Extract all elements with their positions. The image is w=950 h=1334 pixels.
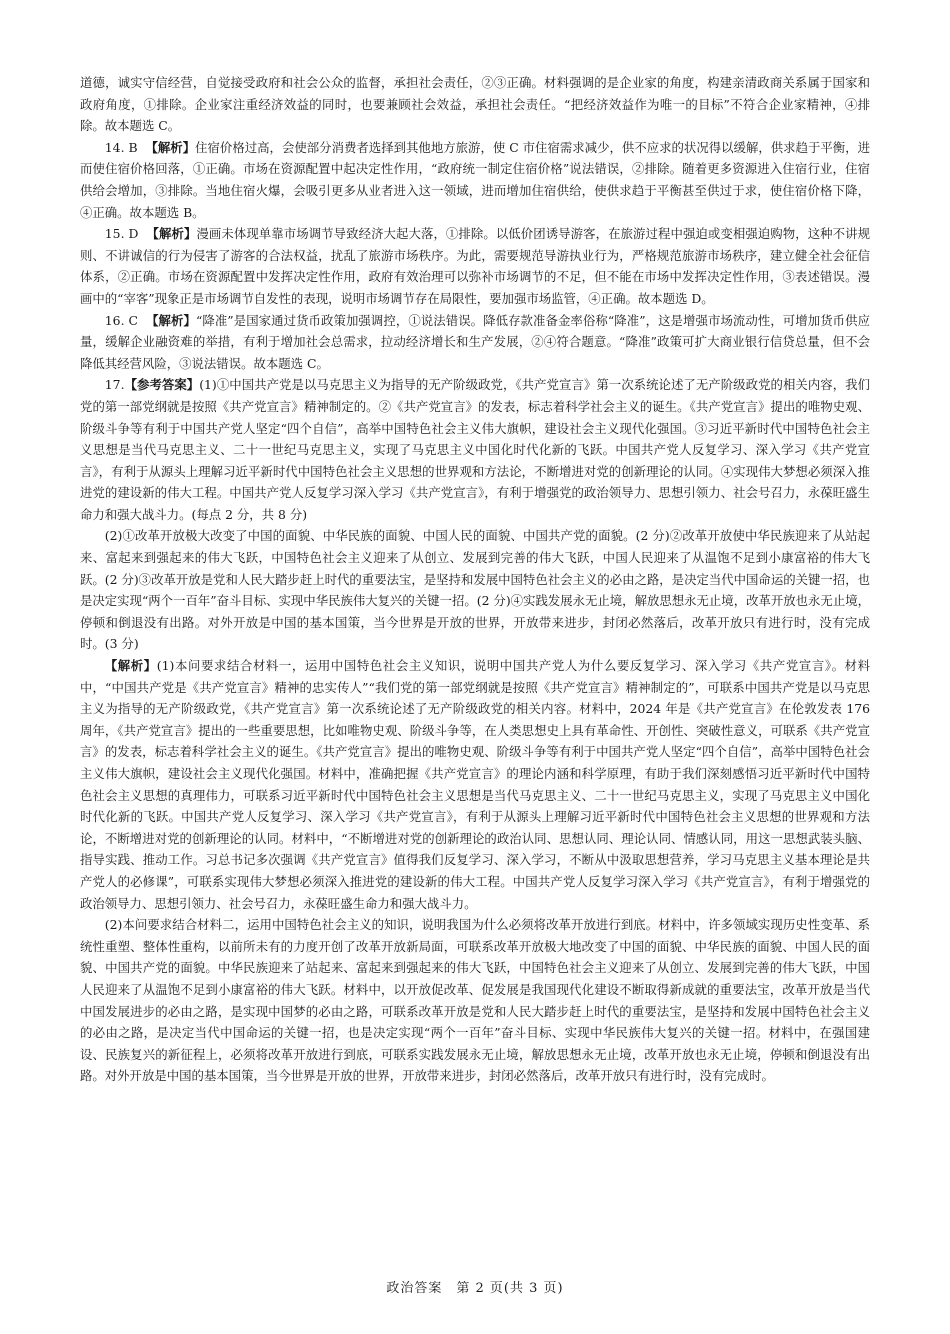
paragraph-q17-analysis-2: [80, 914, 870, 1087]
paragraph-q17-answer-1: [80, 374, 870, 525]
analysis-tag: 【解析】: [145, 139, 196, 155]
paragraph-q14: [80, 137, 870, 223]
paragraph-text: (1)①中国共产党是以马克思主义为指导的无产阶级政党，《共产党宣言》第一次系统论述了无产阶级政党的相关内容，我们党的第一部党纲就是按照《共产党宣言》精神制定的。②《共产党宣言》的发表，标志着科学社会主义的诞生。《共产党宣言》提出的唯物史观、阶级斗争等有利于中国共产党人坚定“四个自信”，高举中国特色社会主义伟大旗帜，建设社会主义现代化强国。③习近平新时代中国特色社会主义思想是当代马克思主义、二十一世纪马克思主义，实现了马克思主义中国化时代化新的飞跃。中国共产党人反复学习、深入学习《共产党宣言》，有利于从源头上理解习近平新时代中国特色社会主义思想的世界观和方法论，不断增进对党的创新理论的认同。④实现伟大梦想必须深入推进党的建设新的伟大工程。中国共产党人反复学习深入学习《共产党宣言》，有利于增强党的政治领导力、思想引领力、社会号召力，永葆旺盛生命力和强大战斗力。(每点 2 分，共 8 分): [80, 377, 870, 522]
analysis-tag: 【解析】: [146, 312, 196, 328]
analysis-tag: 【解析】: [146, 226, 197, 242]
question-number: 17.: [104, 377, 125, 393]
reference-answer-tag: 【参考答案】: [124, 377, 200, 393]
paragraph-text: (1)本问要求结合材料一，运用中国特色社会主义知识，说明中国共产党人为什么要反复学习、深入学习《共产党宣言》。材料中，“中国共产党是《共产党宣言》精神的忠实传人”“我们党的第一部党纲就是按照《共产党宣言》精神制定的”，可联系中国共产党是以马克思主义为指导的无产阶级政党，《共产党宣言》第一次系统论述了无产阶级政党的相关内容。材料中，2024 年是《共产党宣言》在伦敦发表 176 周年，《共产党宣言》提出的一些重要思想，比如唯物史观、阶级斗争等，在人类思想史上具有革命性、开创性、突破性意义，可联系《共产党宣言》的发表，标志着科学社会主义的诞生。《共产党宣言》提出的唯物史观、阶级斗争等有利于中国共产党人坚定“四个自信”，高举中国特色社会主义伟大旗帜，建设社会主义现代化强国。材料中，准确把握《共产党宣言》的理论内涵和科学原理，有助于我们深刻感悟习近平新时代中国特色社会主义思想的真理伟力，可联系习近平新时代中国特色社会主义思想是当代马克思主义、二十一世纪马克思主义，实现了马克思主义中国化时代化新的飞跃。中国共产党人反复学习、深入学习《共产党宣言》，有利于从源头上理解习近平新时代中国特色社会主义思想的世界观和方法论，不断增进对党的创新理论的认同。材料中，“不断增进对党的创新理论的政治认同、思想认同、理论认同、情感认同，用这一思想武装头脑、指导实践、推动工作。习总书记多次强调《共产党宣言》值得我们反复学习、深入学习，不断从中汲取思想营养，学习马克思主义基本理论是共产党人的必修课”，可联系实现伟大梦想必须深入推进党的建设新的伟大工程。中国共产党人反复学习深入学习《共产党宣言》，有利于增强党的政治领导力、思想引领力、社会号召力，永葆旺盛生命力和强大战斗力。: [80, 658, 871, 911]
answer-page-content: [80, 72, 870, 1087]
paragraph-q16: [80, 310, 870, 375]
paragraph-text: 住宿价格过高，会使部分消费者选择到其他地方旅游，使 C 市住宿需求减少，供不应求的状况得以缓解，供求趋于平衡，进而使住宿价格回落，①正确。市场在资源配置中起决定性作用，“政府统一制定住宿价格”说法错误，②排除。随着更多资源进入住宿行业，住宿供给会增加，③排除。当地住宿火爆，会吸引更多从业者进入这一领域，进而增加住宿供给，使供求趋于平衡甚至供过于求，使住宿价格下降，④正确。故本题选 B。: [80, 139, 870, 220]
paragraph-text: (2)本问要求结合材料二，运用中国特色社会主义的知识，说明我国为什么必须将改革开放进行到底。材料中，许多领域实现历史性变革、系统性重塑、整体性重构，以前所未有的力度开创了改革开放新局面，可联系改革开放极大地改变了中国的面貌、中华民族的面貌、中国人民的面貌、中国共产党的面貌。中华民族迎来了站起来、富起来到强起来的伟大飞跃，中国特色社会主义迎来了从创立、发展到完善的伟大飞跃，中国人民迎来了从温饱不足到小康富裕的伟大飞跃。材料中，以开放促改革、促发展是我国现代化建设不断取得新成就的重要法宝，改革开放是当代中国发展进步的必由之路，是实现中国梦的必由之路，可联系改革开放是党和人民大踏步赶上时代的重要法宝，是坚持和发展中国特色社会主义的必由之路，是决定当代中国命运的关键一招，也是决定实现“两个一百年”奋斗目标、实现中华民族伟大复兴的关键一招。材料中，在强国建设、民族复兴的新征程上，必须将改革开放进行到底，可联系实践发展永无止境，解放思想永无止境，改革开放也永无止境，停顿和倒退没有出路。对外开放是中国的基本国策，当今世界是开放的世界，开放带来进步，封闭必然落后，改革开放只有进行时，没有完成时。: [80, 917, 870, 1084]
analysis-tag: 【解析】: [104, 658, 157, 674]
paragraph-q15: [80, 223, 870, 309]
paragraph-text: “降准”是国家通过货币政策加强调控，①说法错误。降低存款准备金率俗称“降准”，这是增强市场流动性，可增加货币供应量，缓解企业融资难的举措，有利于增加社会总需求，拉动经济增长和生产发展，②④符合题意。“降准”政策可扩大商业银行信贷总量，但不会降低其经营风险，③说法错误。故本题选 C。: [80, 312, 871, 371]
paragraph-q17-analysis-1: [80, 655, 870, 914]
paragraph-text: (2)①改革开放极大改变了中国的面貌、中华民族的面貌、中国人民的面貌、中国共产党的面貌。(2 分)②改革开放使中华民族迎来了从站起来、富起来到强起来的伟大飞跃，中国特色社会主义迎来了从创立、发展到完善的伟大飞跃，中国人民迎来了从温饱不足到小康富裕的伟大飞跃。(2 分)③改革开放是党和人民大踏步赶上时代的重要法宝，是坚持和发展中国特色社会主义的必由之路，是决定当代中国命运的关键一招，也是决定实现“两个一百年”奋斗目标、实现中华民族伟大复兴的关键一招。(2 分)④实践发展永无止境，解放思想永无止境，改革开放也永无止境，停顿和倒退没有出路。对外开放是中国的基本国策，当今世界是开放的世界，开放带来进步，封闭必然落后，改革开放只有进行时，没有完成时。(3 分): [80, 528, 870, 652]
paragraph-text: 漫画未体现单靠市场调节导致经济大起大落，①排除。以低价团诱导游客，在旅游过程中强迫或变相强迫购物，这种不讲规则、不讲诚信的行为侵害了游客的合法权益，扰乱了旅游市场秩序。为此，需要规范导游执业行为，严格规范旅游市场秩序，建立健全社会征信体系，②正确。市场在资源配置中发挥决定性作用，政府有效治理可以弥补市场调节的不足，但不能在市场中发挥决定性作用，③表述错误。漫画中的“宰客”现象正是市场调节自发性的表现，说明市场调节存在局限性，要加强市场监管，④正确。故本题选 D。: [80, 226, 870, 306]
paragraph-continuation-13: [80, 72, 870, 137]
question-number: 14. B: [104, 139, 138, 155]
paragraph-text: 道德，诚实守信经营，自觉接受政府和社会公众的监督，承担社会责任，②③正确。材料强调的是企业家的角度，构建亲清政商关系属于国家和政府角度，①排除。企业家注重经济效益的同时，也要兼顾社会效益，承担社会责任。“把经济效益作为唯一的目标”不符合企业家精神，④排除。故本题选 C。: [80, 75, 870, 134]
question-number: 15. D: [104, 226, 139, 242]
page-footer: 政治答案 第 2 页(共 3 页): [386, 1281, 564, 1296]
question-number: 16. C: [104, 312, 139, 328]
paragraph-q17-answer-2: [80, 525, 870, 655]
